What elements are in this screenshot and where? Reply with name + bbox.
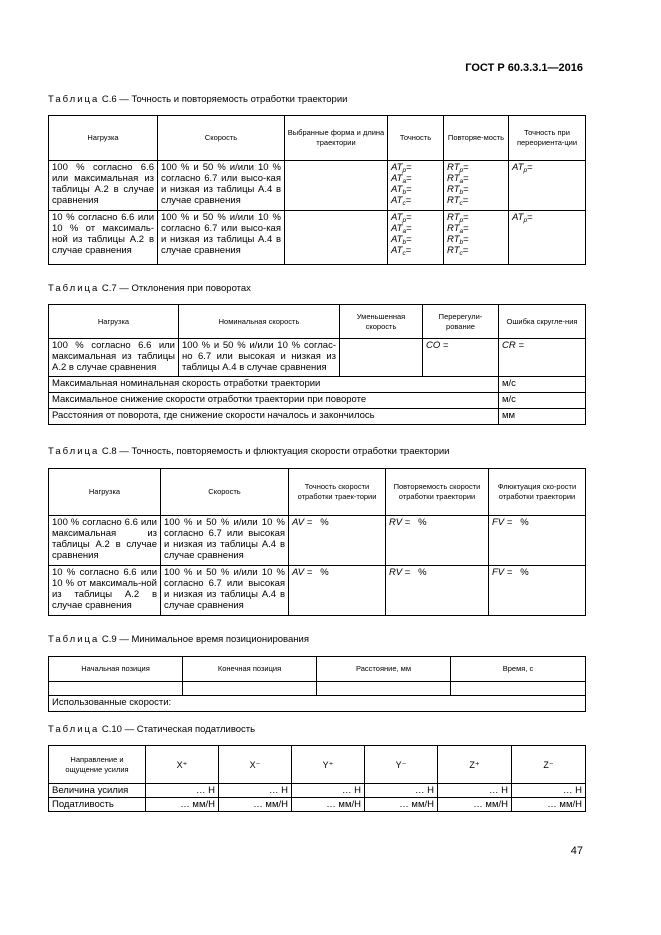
header-z-minus: Z⁻ [512, 746, 586, 784]
speed-cell: 100 % и 50 % и/или 10 % соглас-но 6.7 или высокая и низкая из таблицы А.4 в случае сравнения [179, 339, 340, 377]
speed-cell: 100 % и 50 % и/или 10 % согласно 6.7 или высо-кая и низкая из таблицы А.4 в случае сравнения [158, 211, 285, 265]
rounding-error-cell: CR = [499, 339, 586, 377]
header-path-shape: Выбранные форма и длина траектории [285, 116, 388, 161]
compliance-value: … мм/Н [146, 798, 219, 812]
header-rounding-error: Ошибка скругле-ния [499, 305, 586, 339]
fv-cell: FV = % [489, 566, 586, 616]
header-reorientation: Точность при переориента-ции [509, 116, 586, 161]
speed-cell: 100 % и 50 % и/или 10 % согласно 6.7 или высокая и низкая из таблицы А.4 в случае сравнения [161, 516, 289, 566]
table-row [49, 161, 586, 211]
av-cell: AV = % [289, 566, 386, 616]
header-direction: Направление и ощущение усилия [49, 746, 146, 784]
table-c9-caption: Таблица С.9 — Минимальное время позиционирования [48, 634, 309, 645]
header-load: Нагрузка [49, 469, 161, 516]
header-load: Нагрузка [49, 305, 179, 339]
table-c10 [48, 745, 586, 812]
header-distance: Расстояние, мм [317, 657, 451, 682]
header-load: Нагрузка [49, 116, 158, 161]
table-row [49, 696, 586, 712]
force-value: … Н [438, 784, 512, 798]
table-c8-caption: Таблица С.8 — Точность, повторяемость и флюктуация скорости отработки траектории [48, 446, 450, 457]
header-repeatability: Повторяе-мость [444, 116, 509, 161]
overshoot-cell: CO = [423, 339, 499, 377]
row-label: Максимальное снижение скорости отработки траектории при повороте [49, 393, 499, 409]
header-accuracy: Точность [388, 116, 444, 161]
unit-cell: мм [499, 409, 586, 425]
force-value: … Н [292, 784, 365, 798]
header-nominal-speed: Номинальная скорость [179, 305, 340, 339]
compliance-value: … мм/Н [438, 798, 512, 812]
rv-cell: RV = % [386, 566, 489, 616]
path-cell [285, 161, 388, 211]
path-cell [285, 211, 388, 265]
compliance-value: … мм/Н [365, 798, 438, 812]
header-start-position: Начальная позиция [49, 657, 183, 682]
header-speed-repeatability: Повторяемость скорости отработки траектории [386, 469, 489, 516]
force-value: … Н [219, 784, 292, 798]
header-z-plus: Z⁺ [438, 746, 512, 784]
header-x-plus: X⁺ [146, 746, 219, 784]
speed-cell: 100 % и 50 % и/или 10 % согласно 6.7 или высокая и низкая из таблицы А.4 в случае сравнения [161, 566, 289, 616]
unit-cell: м/с [499, 377, 586, 393]
table-row [49, 211, 586, 265]
used-speeds-label: Использованные скорости: [49, 696, 586, 712]
header-speed: Скорость [158, 116, 285, 161]
table-c10-caption: Таблица С.10 — Статическая податливость [48, 724, 256, 735]
av-cell: AV = % [289, 516, 386, 566]
table-c7 [48, 304, 586, 425]
header-x-minus: X⁻ [219, 746, 292, 784]
load-cell: 100 % согласно 6.6 или максимальная из таблицы А.2 в случае сравнения [49, 516, 161, 566]
table-row [49, 682, 586, 696]
empty-cell [49, 682, 183, 696]
header-time: Время, с [451, 657, 586, 682]
compliance-value: … мм/Н [512, 798, 586, 812]
header-reduced-speed: Уменьшенная скорость [340, 305, 423, 339]
table-c6-caption: Таблица С.6 — Точность и повторяемость отработки траектории [48, 94, 348, 105]
compliance-value: … мм/Н [219, 798, 292, 812]
fv-cell: FV = % [489, 516, 586, 566]
compliance-label: Податливость [49, 798, 146, 812]
table-row [49, 377, 586, 393]
rv-cell: RV = % [386, 516, 489, 566]
header-speed-accuracy: Точность скорости отработки траек-тории [289, 469, 386, 516]
empty-cell [451, 682, 586, 696]
row-label: Расстояния от поворота, где снижение скорости началось и закончилось [49, 409, 499, 425]
header-overshoot: Перерегули-рование [423, 305, 499, 339]
reorientation-cell: $AT_p=$ [509, 211, 586, 265]
load-cell: 100 % согласно 6.6 или максимальная из таблицы А.2 в случае сравнения [49, 339, 179, 377]
table-c7-caption: Таблица С.7 — Отклонения при поворотах [48, 283, 251, 294]
repeatability-cell: $RT_p=$ $RT_a=$ $RT_b=$ $RT_c=$ [444, 211, 509, 265]
load-cell: 10 % согласно 6.6 или 10 % от максималь-ной из таблицы А.2 в случае сравнения [49, 566, 161, 616]
load-cell: 10 % согласно 6.6 или 10 % от максималь-ной из таблицы А.2 в случае сравнения [49, 211, 158, 265]
table-row [49, 798, 586, 812]
force-value: … Н [512, 784, 586, 798]
header-y-minus: Y⁻ [365, 746, 438, 784]
reorientation-cell: $AT_p=$ [509, 161, 586, 211]
row-label: Максимальная номинальная скорость отработки траектории [49, 377, 499, 393]
force-value: … Н [365, 784, 438, 798]
repeatability-cell: $RT_p=$ $RT_a=$ $RT_b=$ $RT_c=$ [444, 161, 509, 211]
table-row [49, 409, 586, 425]
load-cell: 100 % согласно 6.6 или максимальная из таблицы А.2 в случае сравнения [49, 161, 158, 211]
table-row [49, 516, 586, 566]
header-speed: Скорость [161, 469, 289, 516]
page-number: 47 [570, 845, 583, 857]
header-y-plus: Y⁺ [292, 746, 365, 784]
table-row [49, 566, 586, 616]
table-c6 [48, 115, 586, 265]
table-row [49, 393, 586, 409]
reduced-speed-cell [340, 339, 423, 377]
unit-cell: м/с [499, 393, 586, 409]
table-c9 [48, 656, 586, 712]
standard-number: ГОСТ Р 60.3.3.1—2016 [465, 62, 583, 74]
force-value: … Н [146, 784, 219, 798]
accuracy-cell: $AT_p=$ $AT_a=$ $AT_b=$ $AT_c=$ [388, 161, 444, 211]
accuracy-cell: $AT_p=$ $AT_a=$ $AT_b=$ $AT_c=$ [388, 211, 444, 265]
empty-cell [183, 682, 317, 696]
speed-cell: 100 % и 50 % и/или 10 % согласно 6.7 или высо-кая и низкая из таблицы А.4 в случае сравнения [158, 161, 285, 211]
compliance-value: … мм/Н [292, 798, 365, 812]
force-label: Величина усилия [49, 784, 146, 798]
header-speed-fluctuation: Флюктуация ско-рости отработки траектории [489, 469, 586, 516]
table-c8 [48, 468, 586, 616]
empty-cell [317, 682, 451, 696]
table-row [49, 784, 586, 798]
table-row [49, 339, 586, 377]
header-end-position: Конечная позиция [183, 657, 317, 682]
